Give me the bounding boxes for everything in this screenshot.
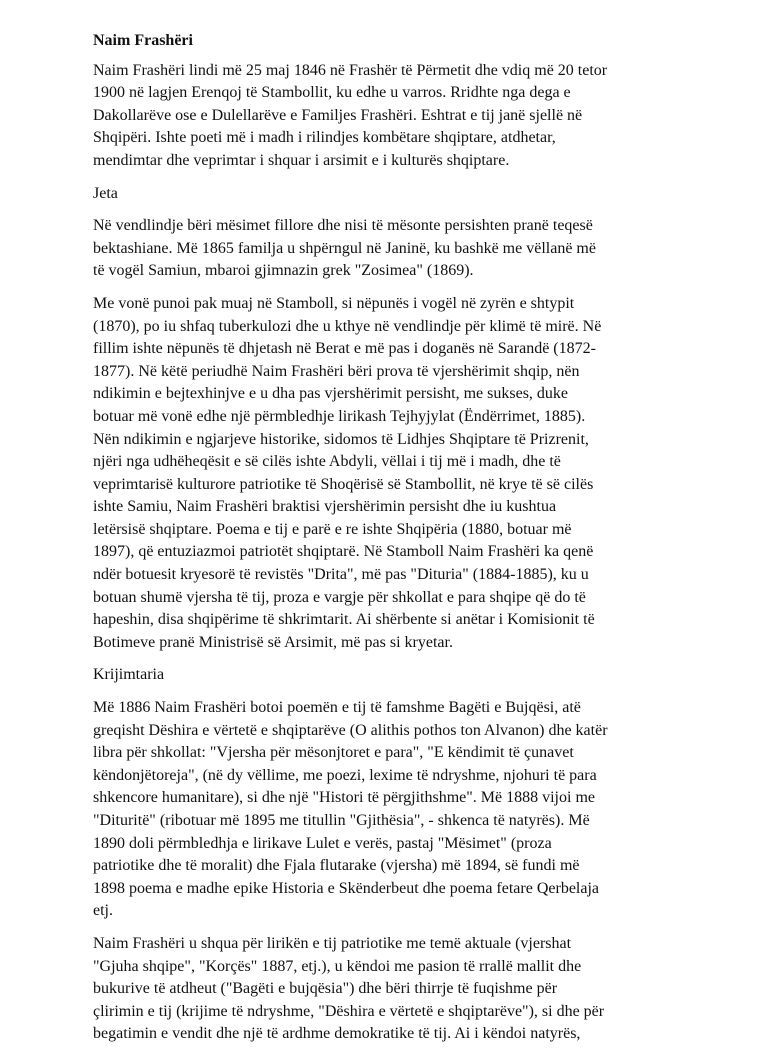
text-line: 1877). Në këtë periudhë Naim Frashëri bëri prova të vjershërimit shqip, nën <box>93 362 580 380</box>
text-line: bektashiane. Më 1865 familja u shpërngul në Janinë, ku bashkë me vëllanë më <box>93 239 596 257</box>
text-line: ndikimin e bejtexhinjve e u dha pas vjershërimit persisht, me sukses, duke <box>93 385 569 403</box>
text-line: 1898 poema e madhe epike Historia e Skënderbeut dhe poema fetare Qerbelaja <box>93 879 600 897</box>
text-line: letërsisë shqiptare. Poema e tij e parë e re ishte Shqipëria (1880, botuar më <box>93 520 572 538</box>
text-line: 1890 doli përmbledhja e lirikave Lulet e verës, pastaj "Mësimet" (proza <box>93 834 552 852</box>
text-line: 1897), që entuziazmoi patriotët shqiptarë. Në Stamboll Naim Frashëri ka qenë <box>93 543 594 561</box>
text-line: Në vendlindje bëri mësimet fillore dhe nisi të mësonte persishten pranë teqesë <box>93 217 593 235</box>
text-line: Naim Frashëri u shqua për lirikën e tij patriotike me temë aktuale (vjershat <box>93 934 572 952</box>
text-line: Dakollarëve ose e Dulellarëve e Familjes Frashëri. Eshtrat e tij janë sjellë në <box>93 106 583 124</box>
krijimtaria-paragraph-2 <box>93 933 693 1046</box>
text-line: Shqipëri. Ishte poeti më i madh i rilindjes kombëtare shqiptare, atdhetar, <box>93 129 556 147</box>
text-line: mendimtar dhe veprimtar i shquar i arsimit e i kulturës shqiptare. <box>93 151 510 169</box>
text-line: Më 1886 Naim Frashëri botoi poemën e tij të famshme Bagëti e Bujqësi, atë <box>93 699 581 717</box>
text-line: veprimtarisë kulturore patriotike të Shoqërisë së Stambollit, në krye të së cilës <box>93 475 594 493</box>
jeta-paragraph-2 <box>93 293 693 655</box>
text-line: libra për shkollat: "Vjersha për mësonjtoret e para", "E këndimit të çunavet <box>93 744 574 762</box>
text-line: "Gjuha shqipe", "Korçës" 1887, etj.), u këndoi me pasion të rrallë mallit dhe <box>93 957 582 975</box>
text-line: Me vonë punoi pak muaj në Stamboll, si nëpunës i vogël në zyrën e shtypit <box>93 294 575 312</box>
text-line: etj. <box>93 902 113 920</box>
text-line: 1900 në lagjen Erenqoj të Stambollit, ku edhe u varros. Rridhte nga dega e <box>93 84 571 102</box>
jeta-paragraph-1 <box>93 215 693 283</box>
text-line: Botimeve pranë Ministrisë së Arsimit, më pas si kryetar. <box>93 633 453 651</box>
text-line: bukurive të atdheut ("Bagëti e bujqësia") dhe bëri thirrje të fuqishme për <box>93 980 558 998</box>
text-line: hapeshin, disa shqipërime të shkrimtarit. Ai shërbente si anëtar i Komisionit të <box>93 611 595 629</box>
text-line: Nën ndikimin e ngjarjeve historike, sidomos të Lidhjes Shqiptare të Prizrenit, <box>93 430 589 448</box>
intro-paragraph <box>93 60 693 173</box>
document-page <box>93 30 693 1056</box>
text-line: patriotike dhe të moralit) dhe Fjala flutarake (vjersha) më 1894, së fundi më <box>93 857 580 875</box>
section-heading-jeta: Jeta <box>93 184 118 202</box>
text-line: greqisht Dëshira e vërtetë e shqiptarëve (O alithis pothos ton Alvanon) dhe katër <box>93 721 608 739</box>
text-line: ishte Samiu, Naim Frashëri braktisi vjershërimin persisht dhe iu kushtua <box>93 498 557 516</box>
text-line: këndonjëtoreja", (në dy vëllime, me poezi, lexime të ndryshme, njohuri të para <box>93 766 597 784</box>
text-line: botuan shumë vjersha të tij, proza e vargje për shkollat e para shqipe që do të <box>93 588 586 606</box>
text-line: njëri nga udhëheqësit e së cilës ishte Abdyli, vëllai i tij më i madh, dhe të <box>93 453 561 471</box>
section-heading-krijimtaria: Krijimtaria <box>93 666 165 684</box>
text-line: të vogël Samiun, mbaroi gjimnazin grek "Zosimea" (1869). <box>93 262 474 280</box>
text-line: (1870), po iu shfaq tuberkulozi dhe u kthye në vendlindje për klimë të mirë. Në <box>93 317 602 335</box>
text-line: "Dituritë" (ribotuar më 1895 me titullin "Gjithësia", - shkenca të natyrës). Më <box>93 812 590 829</box>
text-line: çlirimin e tij (krijime të ndryshme, "Dëshira e vërtetë e shqiptarëve"), si dhe për <box>93 1002 605 1020</box>
text-line: shkencore humanitare), si dhe një "Histori të përgjithshme". Më 1888 vijoi me <box>93 789 595 807</box>
text-line: ndër botuesit kryesorë të revistës "Drita", më pas "Dituria" (1884-1885), ku u <box>93 566 589 584</box>
document-title: Naim Frashëri <box>93 32 193 49</box>
krijimtaria-paragraph-1 <box>93 697 693 923</box>
text-line: botuar më vonë edhe një përmbledhje lirikash Tejhyjylat (Ëndërrimet, 1885). <box>93 407 586 425</box>
text-line: Naim Frashëri lindi më 25 maj 1846 në Frashër të Përmetit dhe vdiq më 20 tetor <box>93 61 608 79</box>
text-line: begatimin e vendit dhe një të ardhme demokratike të tij. Ai i këndoi natyrës, <box>93 1025 581 1043</box>
text-line: fillim ishte nëpunës të dhjetash në Berat e më pas i doganës në Sarandë (1872- <box>93 340 596 358</box>
